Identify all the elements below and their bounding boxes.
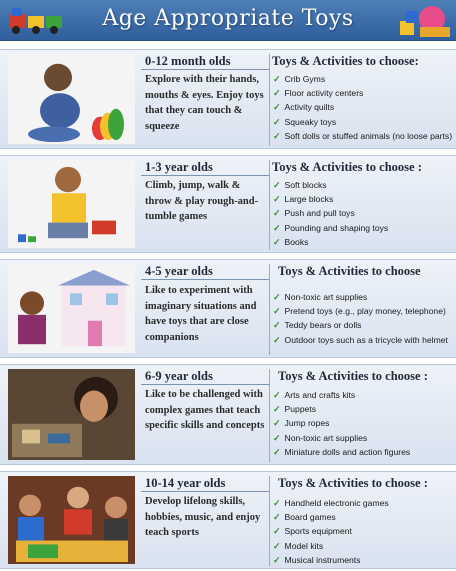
list-item: ✓ Teddy bears or dolls bbox=[273, 320, 362, 331]
choose-heading: Toys & Activities to choose: bbox=[272, 54, 419, 68]
checkmark-icon: ✓ bbox=[273, 418, 281, 429]
list-item: ✓ Activity quilts bbox=[273, 102, 335, 113]
toddler-playing-photo bbox=[8, 160, 135, 248]
checkmark-icon: ✓ bbox=[273, 540, 281, 551]
checkmark-icon: ✓ bbox=[273, 404, 281, 415]
checkmark-icon: ✓ bbox=[273, 334, 281, 345]
list-item: ✓ Books bbox=[273, 236, 309, 247]
column-divider bbox=[269, 369, 270, 462]
list-item: ✓ Miniature dolls and action figures bbox=[273, 446, 411, 457]
age-label: 6-9 year olds bbox=[145, 369, 213, 383]
list-item: ✓ Push and pull toys bbox=[273, 208, 355, 219]
checkmark-icon: ✓ bbox=[273, 180, 281, 190]
age-label: 4-5 year olds bbox=[145, 264, 213, 278]
checkmark-icon: ✓ bbox=[273, 116, 281, 127]
checkmark-icon: ✓ bbox=[273, 194, 281, 205]
list-item: ✓ Non-toxic art supplies bbox=[273, 432, 368, 443]
family-board-game-photo bbox=[8, 476, 135, 564]
checkmark-icon: ✓ bbox=[273, 498, 281, 508]
list-item: ✓ Squeaky toys bbox=[273, 116, 337, 127]
divider bbox=[141, 491, 269, 492]
child-dollhouse-photo bbox=[8, 264, 135, 353]
list-item: ✓ Pounding and shaping toys bbox=[273, 222, 389, 233]
choose-heading: Toys & Activities to choose : bbox=[272, 160, 422, 174]
toy-list bbox=[273, 388, 410, 459]
baby-playing-photo bbox=[8, 54, 135, 144]
list-item: ✓ Outdoor toys such as a tricycle with helmet bbox=[273, 334, 448, 345]
toy-list bbox=[273, 290, 448, 347]
child-crafts-photo bbox=[8, 369, 135, 460]
checkmark-icon: ✓ bbox=[273, 432, 281, 443]
description-text: Develop lifelong skills, hobbies, music, and enjoy teach sports bbox=[145, 496, 261, 538]
list-item: ✓ Jump ropes bbox=[273, 418, 330, 429]
column-divider bbox=[269, 264, 270, 355]
divider bbox=[141, 279, 269, 280]
page-title: Age Appropriate Toys bbox=[102, 6, 354, 31]
section-6-9-years bbox=[0, 364, 456, 465]
choose-heading: Toys & Activities to choose : bbox=[278, 476, 428, 490]
toy-list bbox=[273, 178, 388, 249]
list-item: ✓ Large blocks bbox=[273, 194, 334, 205]
checkmark-icon: ✓ bbox=[273, 554, 281, 565]
divider bbox=[141, 69, 269, 70]
list-item: ✓ Non-toxic art supplies bbox=[273, 292, 368, 302]
toy-blocks-icon bbox=[398, 3, 452, 39]
description-text: Like to experiment with imaginary situations and have toys that are close companions bbox=[145, 285, 257, 343]
checkmark-icon: ✓ bbox=[273, 222, 281, 233]
checkmark-icon: ✓ bbox=[273, 88, 281, 99]
choose-heading: Toys & Activities to choose : bbox=[278, 369, 428, 383]
list-item: ✓ Pretend toys (e.g., play money, telephone) bbox=[273, 306, 446, 317]
checkmark-icon: ✓ bbox=[273, 208, 281, 219]
age-label: 1-3 year olds bbox=[145, 160, 213, 174]
checkmark-icon: ✓ bbox=[273, 306, 281, 317]
list-item: ✓ Soft blocks bbox=[273, 180, 327, 190]
checkmark-icon: ✓ bbox=[273, 512, 281, 523]
age-label: 10-14 year olds bbox=[145, 476, 226, 490]
list-item: ✓ Handheld electronic games bbox=[273, 498, 389, 508]
checkmark-icon: ✓ bbox=[273, 74, 281, 84]
list-item: ✓ Board games bbox=[273, 512, 336, 523]
age-label: 0-12 month olds bbox=[145, 54, 231, 68]
list-item: ✓ Musical instruments bbox=[273, 554, 361, 565]
list-item: ✓ Model kits bbox=[273, 540, 324, 551]
section-1-3-years bbox=[0, 155, 456, 253]
checkmark-icon: ✓ bbox=[273, 130, 281, 141]
section-0-12-months bbox=[0, 49, 456, 149]
description-text: Like to be challenged with complex games that teach specific skills and concepts bbox=[145, 389, 265, 431]
checkmark-icon: ✓ bbox=[273, 390, 281, 400]
column-divider bbox=[269, 160, 270, 250]
column-divider bbox=[269, 476, 270, 566]
choose-heading: Toys & Activities to choose bbox=[278, 264, 421, 278]
toy-list bbox=[273, 496, 389, 567]
toy-train-icon bbox=[8, 4, 66, 36]
list-item: ✓ Soft dolls or stuffed animals (no loose parts) bbox=[273, 130, 453, 141]
checkmark-icon: ✓ bbox=[273, 102, 281, 113]
list-item: ✓ Arts and crafts kits bbox=[273, 390, 356, 400]
list-item: ✓ Puppets bbox=[273, 404, 317, 415]
description-text: Climb, jump, walk & throw & play rough-and-tumble games bbox=[145, 180, 259, 222]
toy-list bbox=[273, 72, 452, 143]
list-item: ✓ Floor activity centers bbox=[273, 88, 364, 99]
list-item: ✓ Crib Gyms bbox=[273, 74, 326, 84]
checkmark-icon: ✓ bbox=[273, 320, 281, 331]
checkmark-icon: ✓ bbox=[273, 526, 281, 537]
checkmark-icon: ✓ bbox=[273, 446, 281, 457]
description-text: Explore with their hands, mouths & eyes. Enjoy toys that they can touch & squeeze bbox=[145, 74, 264, 132]
divider bbox=[141, 384, 269, 385]
column-divider bbox=[269, 54, 270, 146]
checkmark-icon: ✓ bbox=[273, 292, 281, 302]
divider bbox=[141, 175, 269, 176]
list-item: ✓ Sports equipment bbox=[273, 526, 352, 537]
section-10-14-years bbox=[0, 471, 456, 569]
checkmark-icon: ✓ bbox=[273, 236, 281, 247]
header-banner bbox=[0, 0, 456, 41]
section-4-5-years bbox=[0, 259, 456, 358]
